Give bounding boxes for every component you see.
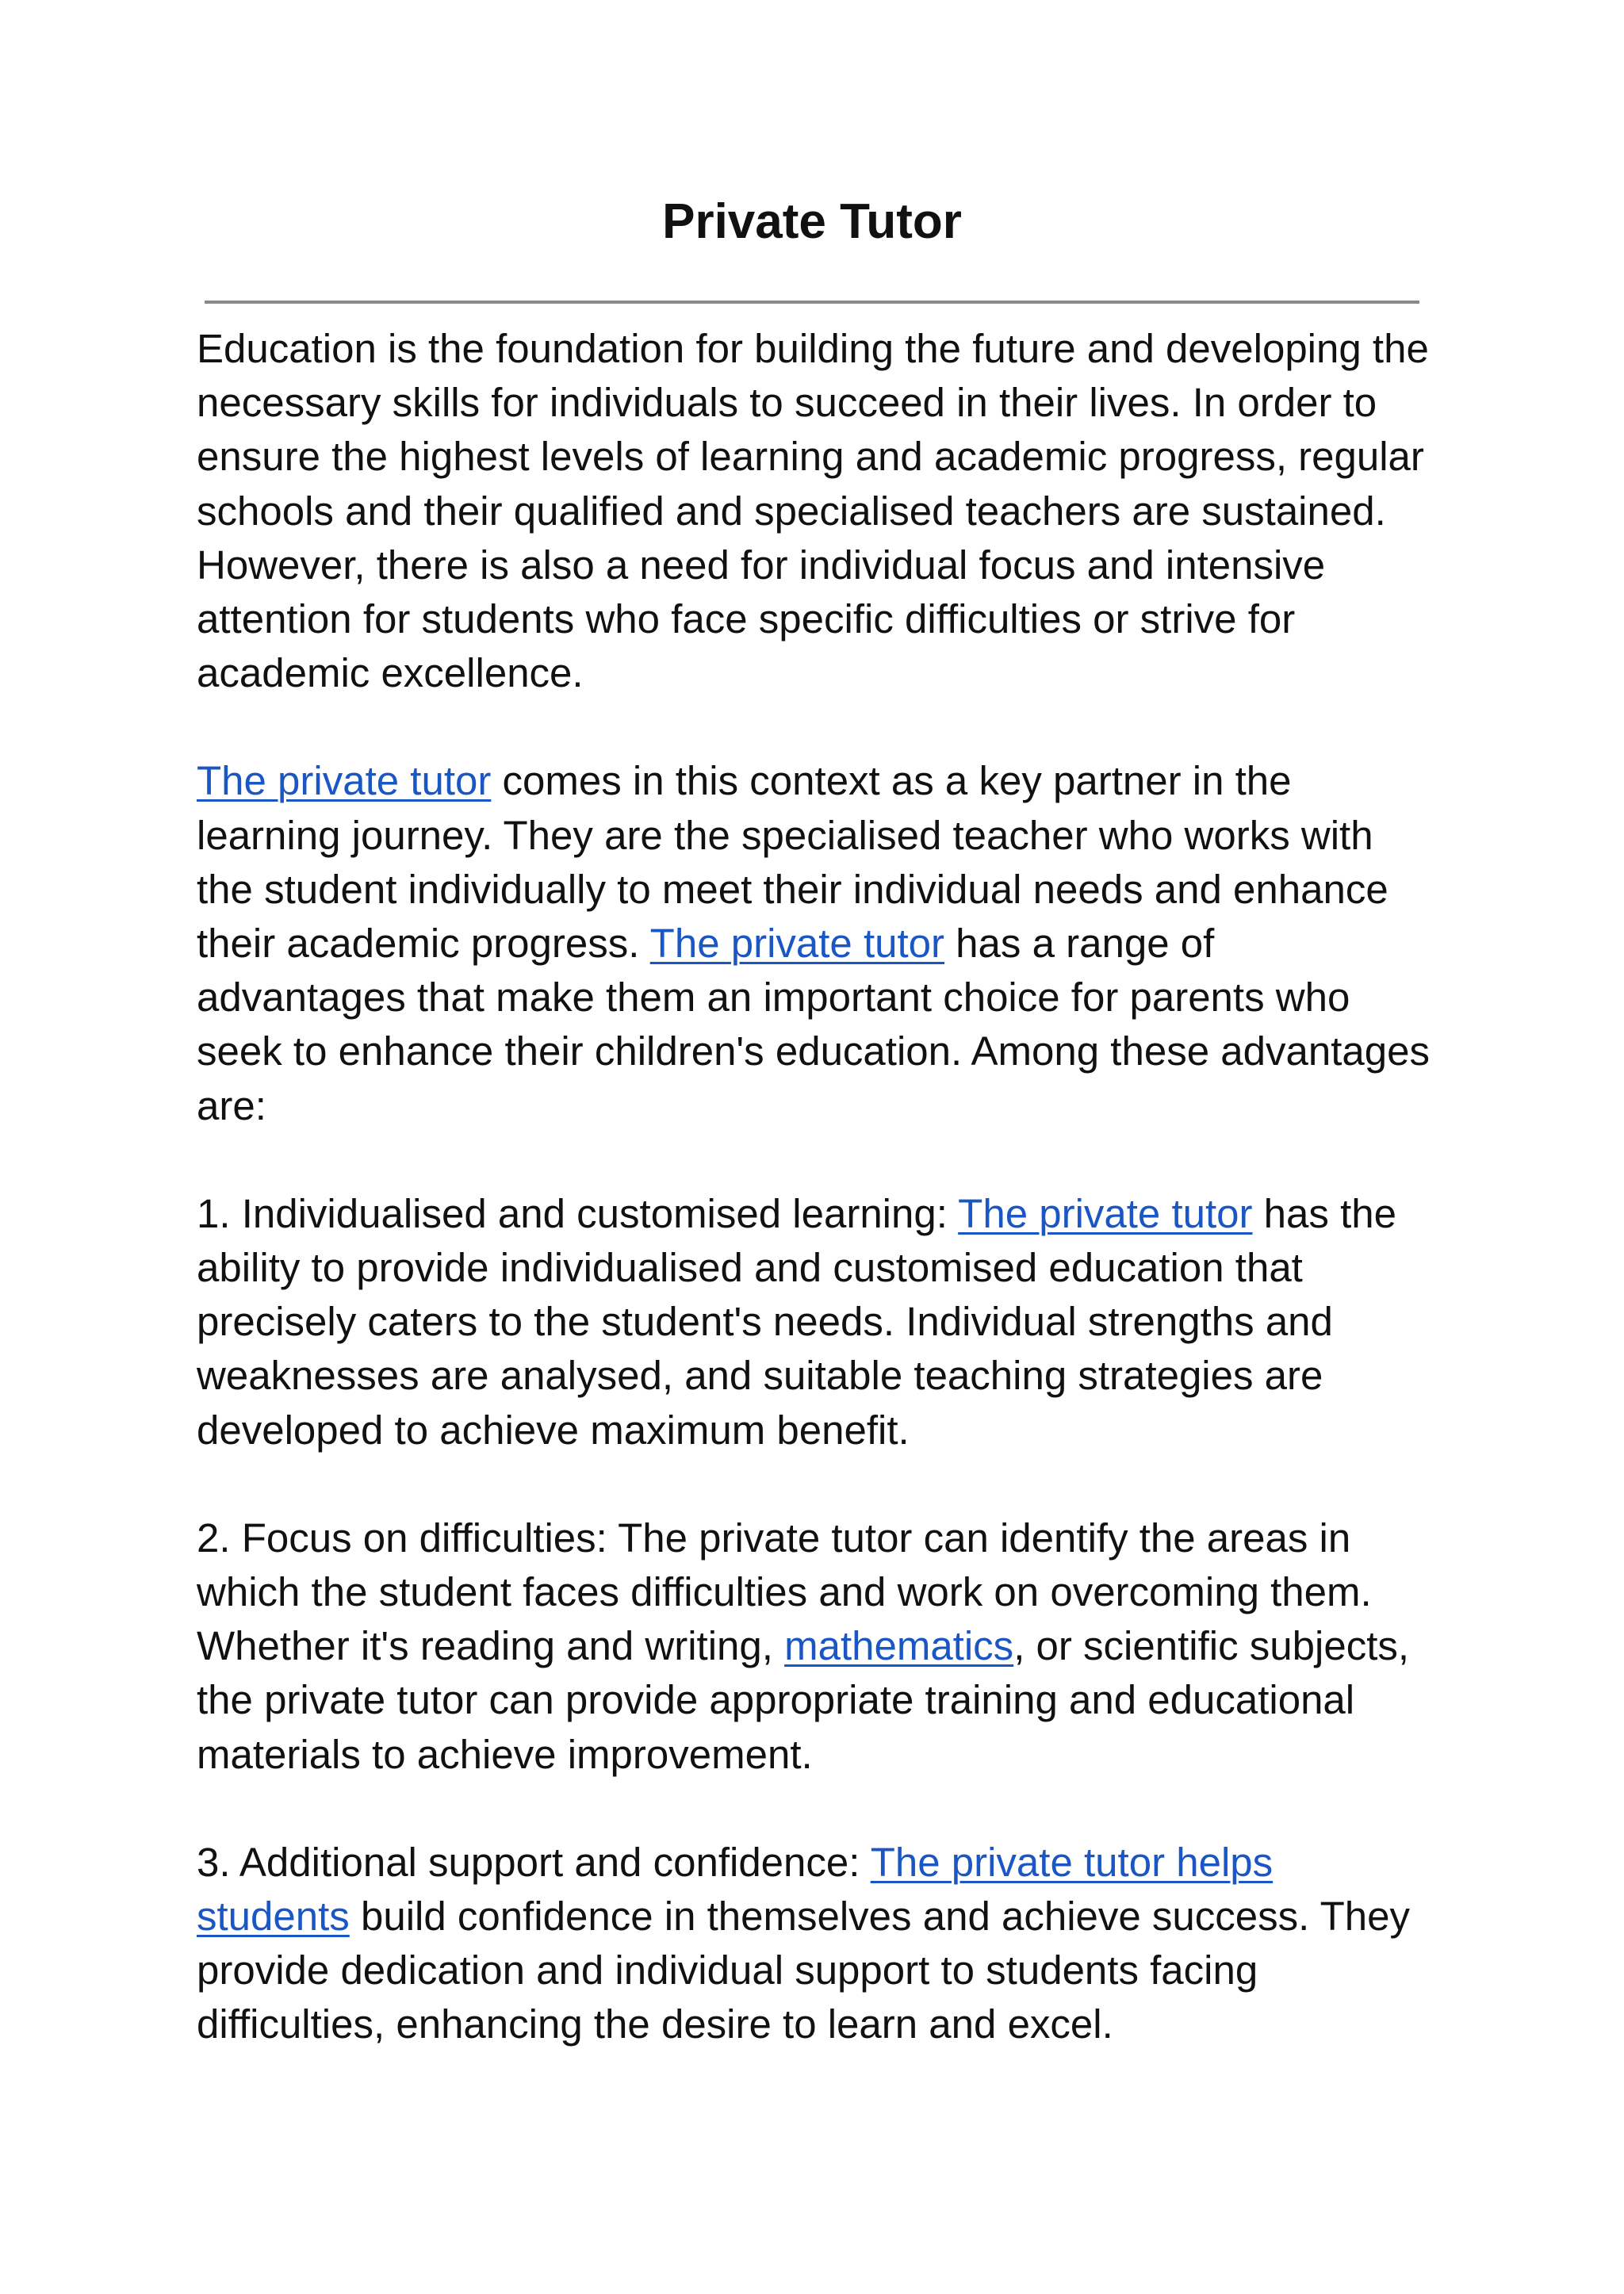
paragraph-text: , or scientific subjects, the private tutor can provide appropriate training and educational materials to achieve improvement. <box>197 1623 1410 1777</box>
paragraph-5 <box>197 1836 1434 2052</box>
inline-link[interactable]: The private tutor helps students <box>197 1839 1274 1940</box>
paragraph-2 <box>197 754 1434 1132</box>
paragraph-1 <box>197 322 1434 700</box>
inline-link[interactable]: The private tutor <box>958 1190 1253 1236</box>
paragraph-text: comes in this context as a key partner in the learning journey. They are the specialised teacher who works with the student individually to meet their individual needs and enhance their academic progress. <box>197 758 1388 967</box>
page-title: Private Tutor <box>662 194 962 249</box>
paragraph-text: has a range of advantages that make them an important choice for parents who seek to enhance their children's education. Among these advantages are: <box>197 921 1430 1128</box>
document-body <box>197 322 1434 2052</box>
inline-link[interactable]: mathematics <box>784 1623 1014 1669</box>
paragraph-4 <box>197 1511 1434 1782</box>
paragraph-text: Education is the foundation for building the future and developing the necessary skills for individuals to succeed in their lives. In order to ensure the highest levels of learning and academic progress, regular schools and their qualified and specialised teachers are sustained. However, there is also a need for individual focus and intensive attention for students who face specific difficulties or strive for academic excellence. <box>197 326 1429 696</box>
paragraph-text: has the ability to provide individualised and customised education that precisely caters to the student's needs. Individual strengths and weaknesses are analysed, and suitable teaching strategies are developed to achieve maximum benefit. <box>197 1190 1396 1453</box>
inline-link[interactable]: The private tutor <box>649 921 945 967</box>
inline-link[interactable]: The private tutor <box>197 758 492 804</box>
paragraph-text: 1. Individualised and customised learning: <box>197 1190 959 1236</box>
paragraph-text: build confidence in themselves and achieve success. They provide dedication and individual support to students facing difficulties, enhancing the desire to learn and excel. <box>197 1894 1410 2047</box>
paragraph-3 <box>197 1187 1434 1457</box>
paragraph-text: 2. Focus on difficulties: The private tutor can identify the areas in which the student faces difficulties and work on overcoming them. Whether it's reading and writing, <box>197 1515 1372 1669</box>
title-divider <box>205 301 1419 304</box>
paragraph-text: 3. Additional support and confidence: <box>197 1839 871 1885</box>
